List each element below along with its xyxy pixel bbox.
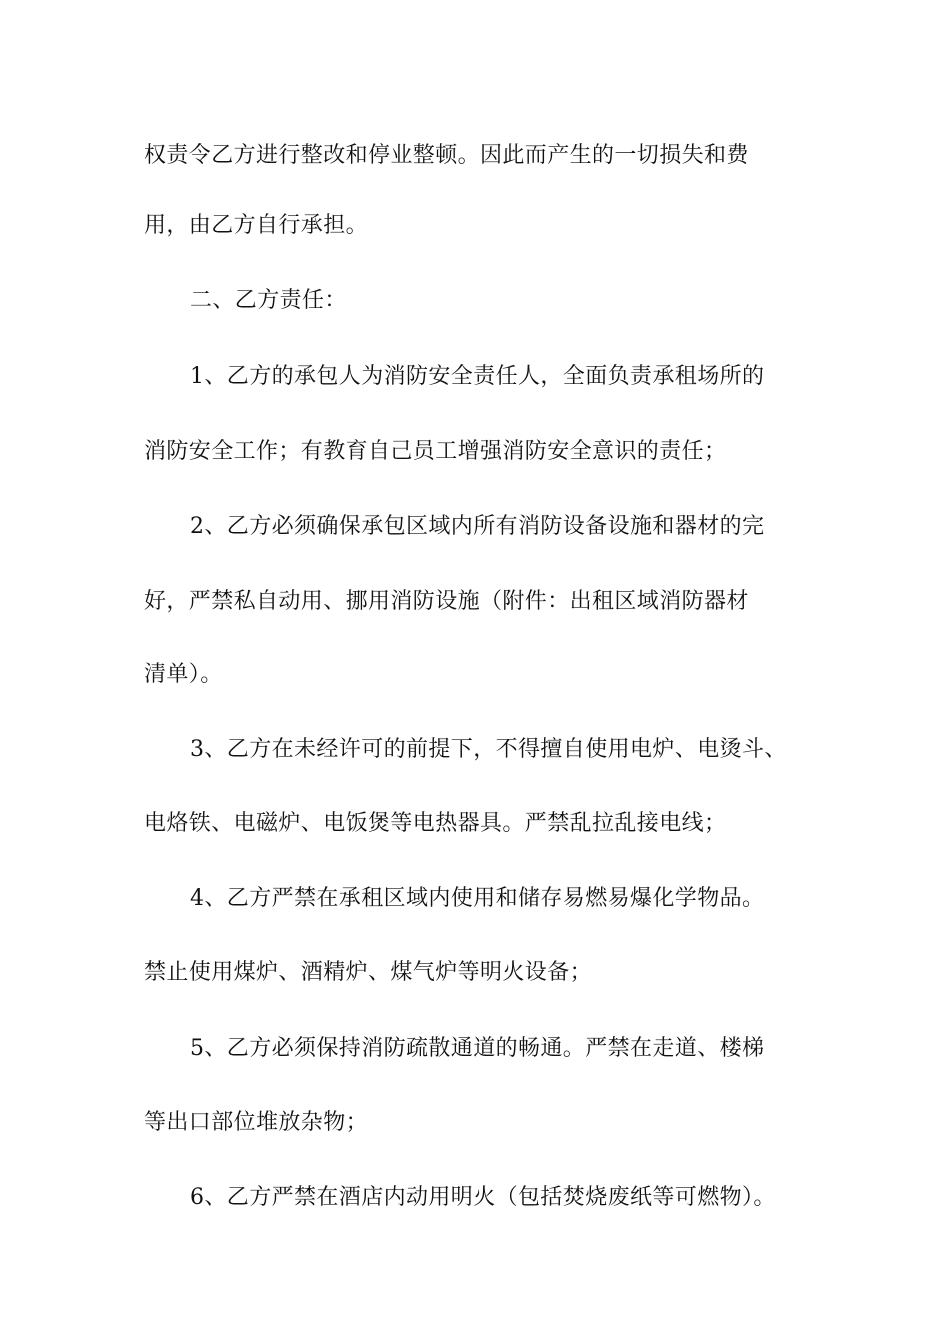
paragraph-line: 禁止使用煤炉、酒精炉、煤气炉等明火设备；	[144, 960, 593, 985]
paragraph-line: 权责令乙方进行整改和停业整顿。因此而产生的一切损失和费	[144, 143, 749, 168]
paragraph-line: 5、乙方必须保持消防疏散通道的畅通。严禁在走道、楼梯	[190, 1036, 765, 1061]
paragraph-line: 1、乙方的承包人为消防安全责任人，全面负责承租场所的	[190, 364, 765, 389]
paragraph-line: 清单）。	[144, 662, 223, 687]
paragraph-line: 等出口部位堆放杂物；	[144, 1110, 369, 1135]
paragraph-line: 6、乙方严禁在酒店内动用明火（包括焚烧废纸等可燃物）。	[190, 1185, 776, 1210]
paragraph-line: 2、乙方必须确保承包区域内所有消防设备设施和器材的完	[190, 514, 765, 539]
paragraph-line: 好，严禁私自动用、挪用消防设施（附件：出租区域消防器材	[144, 589, 749, 614]
paragraph-line: 消防安全工作；有教育自己员工增强消防安全意识的责任；	[144, 439, 727, 464]
paragraph-line: 4、乙方严禁在承租区域内使用和储存易燃易爆化学物品。	[190, 886, 765, 911]
section-heading: 二、乙方责任：	[190, 288, 347, 313]
paragraph-line: 电烙铁、电磁炉、电饭煲等电热器具。严禁乱拉乱接电线；	[144, 811, 727, 836]
paragraph-line: 3、乙方在未经许可的前提下，不得擅自使用电炉、电烫斗、	[190, 737, 787, 762]
paragraph-line: 用，由乙方自行承担。	[144, 213, 369, 238]
